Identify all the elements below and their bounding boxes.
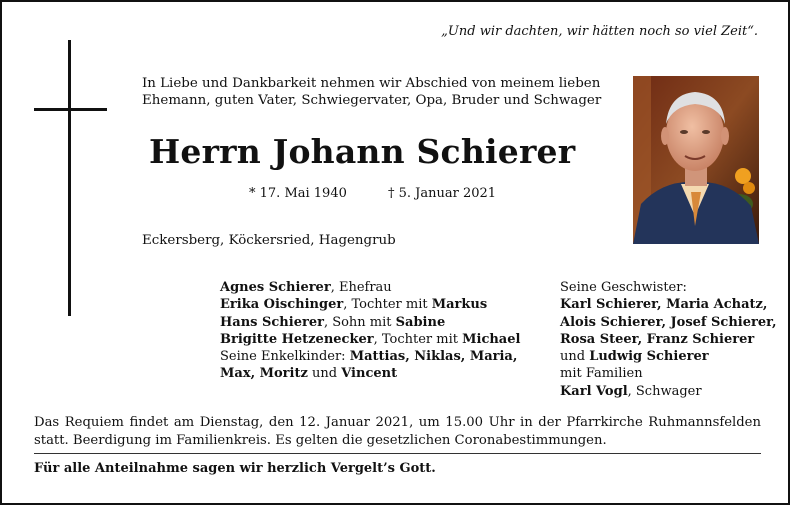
family-line — [220, 331, 520, 348]
family-text: , Schwager — [627, 383, 702, 399]
family-text: , Tochter mit — [373, 331, 463, 347]
family-line — [220, 279, 520, 296]
quote: „Und wir dachten, wir hätten noch so viel Zeit“. — [441, 24, 758, 39]
portrait-icon — [633, 76, 759, 244]
family-text: , Tochter mit — [343, 297, 432, 313]
family-name: Brigitte Hetzenecker — [220, 331, 374, 347]
divider — [34, 453, 761, 454]
family-name: Karl Schierer, Maria Achatz, — [560, 297, 768, 313]
family-text: und — [560, 349, 590, 365]
family-name: Rosa Steer, Franz Schierer — [560, 331, 755, 347]
family-name: Karl Vogl — [560, 383, 628, 399]
thanks-text: Für alle Anteilnahme sagen wir herzlich Vergelt’s Gott. — [34, 461, 436, 476]
family-name: Sabine — [395, 314, 446, 330]
family-line — [220, 314, 520, 331]
family-line — [560, 348, 777, 365]
family-name: Agnes Schierer — [220, 280, 331, 295]
family-line — [220, 296, 520, 313]
family-name: Ludwig Schierer — [589, 349, 709, 365]
family-name: Max, Moritz — [220, 366, 308, 382]
family-line — [560, 279, 777, 296]
family-list-left — [220, 279, 520, 383]
family-line — [220, 365, 520, 382]
family-list-right — [560, 279, 777, 400]
family-text: mit Familien — [560, 366, 643, 382]
death-date: † 5. Januar 2021 — [388, 186, 497, 201]
family-text: , Ehefrau — [330, 280, 392, 295]
family-text: Seine Enkelkinder: — [220, 349, 350, 365]
family-text: , Sohn mit — [323, 314, 396, 330]
requiem-info: Das Requiem findet am Dienstag, den 12. Januar 2021, um 15.00 Uhr in der Pfarrkirche Ruhmannsfelden statt. Beerdigung im Familienkreis. Es gelten die gesetzlichen Coronabestimmungen. — [34, 415, 761, 448]
family-name: Vincent — [341, 366, 398, 382]
family-name: Markus — [431, 297, 488, 313]
family-name: Alois Schierer, Josef Schierer, — [560, 314, 777, 330]
family-line — [560, 365, 777, 382]
family-name: Erika Oischinger — [220, 297, 344, 313]
cross-icon-bar — [34, 108, 107, 111]
deceased-name: Herrn Johann Schierer — [149, 132, 576, 171]
family-name: Hans Schierer — [220, 314, 324, 330]
portrait-photo — [633, 76, 759, 244]
family-line — [560, 296, 777, 313]
family-name: Michael — [462, 331, 521, 347]
family-line — [220, 348, 520, 365]
family-line — [560, 331, 777, 348]
birth-date: * 17. Mai 1940 — [249, 186, 347, 201]
location: Eckersberg, Köckersried, Hagengrub — [142, 233, 396, 248]
intro-text: In Liebe und Dankbarkeit nehmen wir Abschied von meinem lieben Ehemann, guten Vater, Schwiegervater, Opa, Bruder und Schwager — [142, 76, 602, 108]
family-name: Mattias, Niklas, Maria, — [349, 349, 518, 365]
family-text: und — [307, 366, 342, 382]
family-line — [560, 383, 777, 400]
family-text: Seine Geschwister: — [560, 280, 687, 295]
cross-icon — [68, 40, 71, 316]
family-line — [560, 314, 777, 331]
